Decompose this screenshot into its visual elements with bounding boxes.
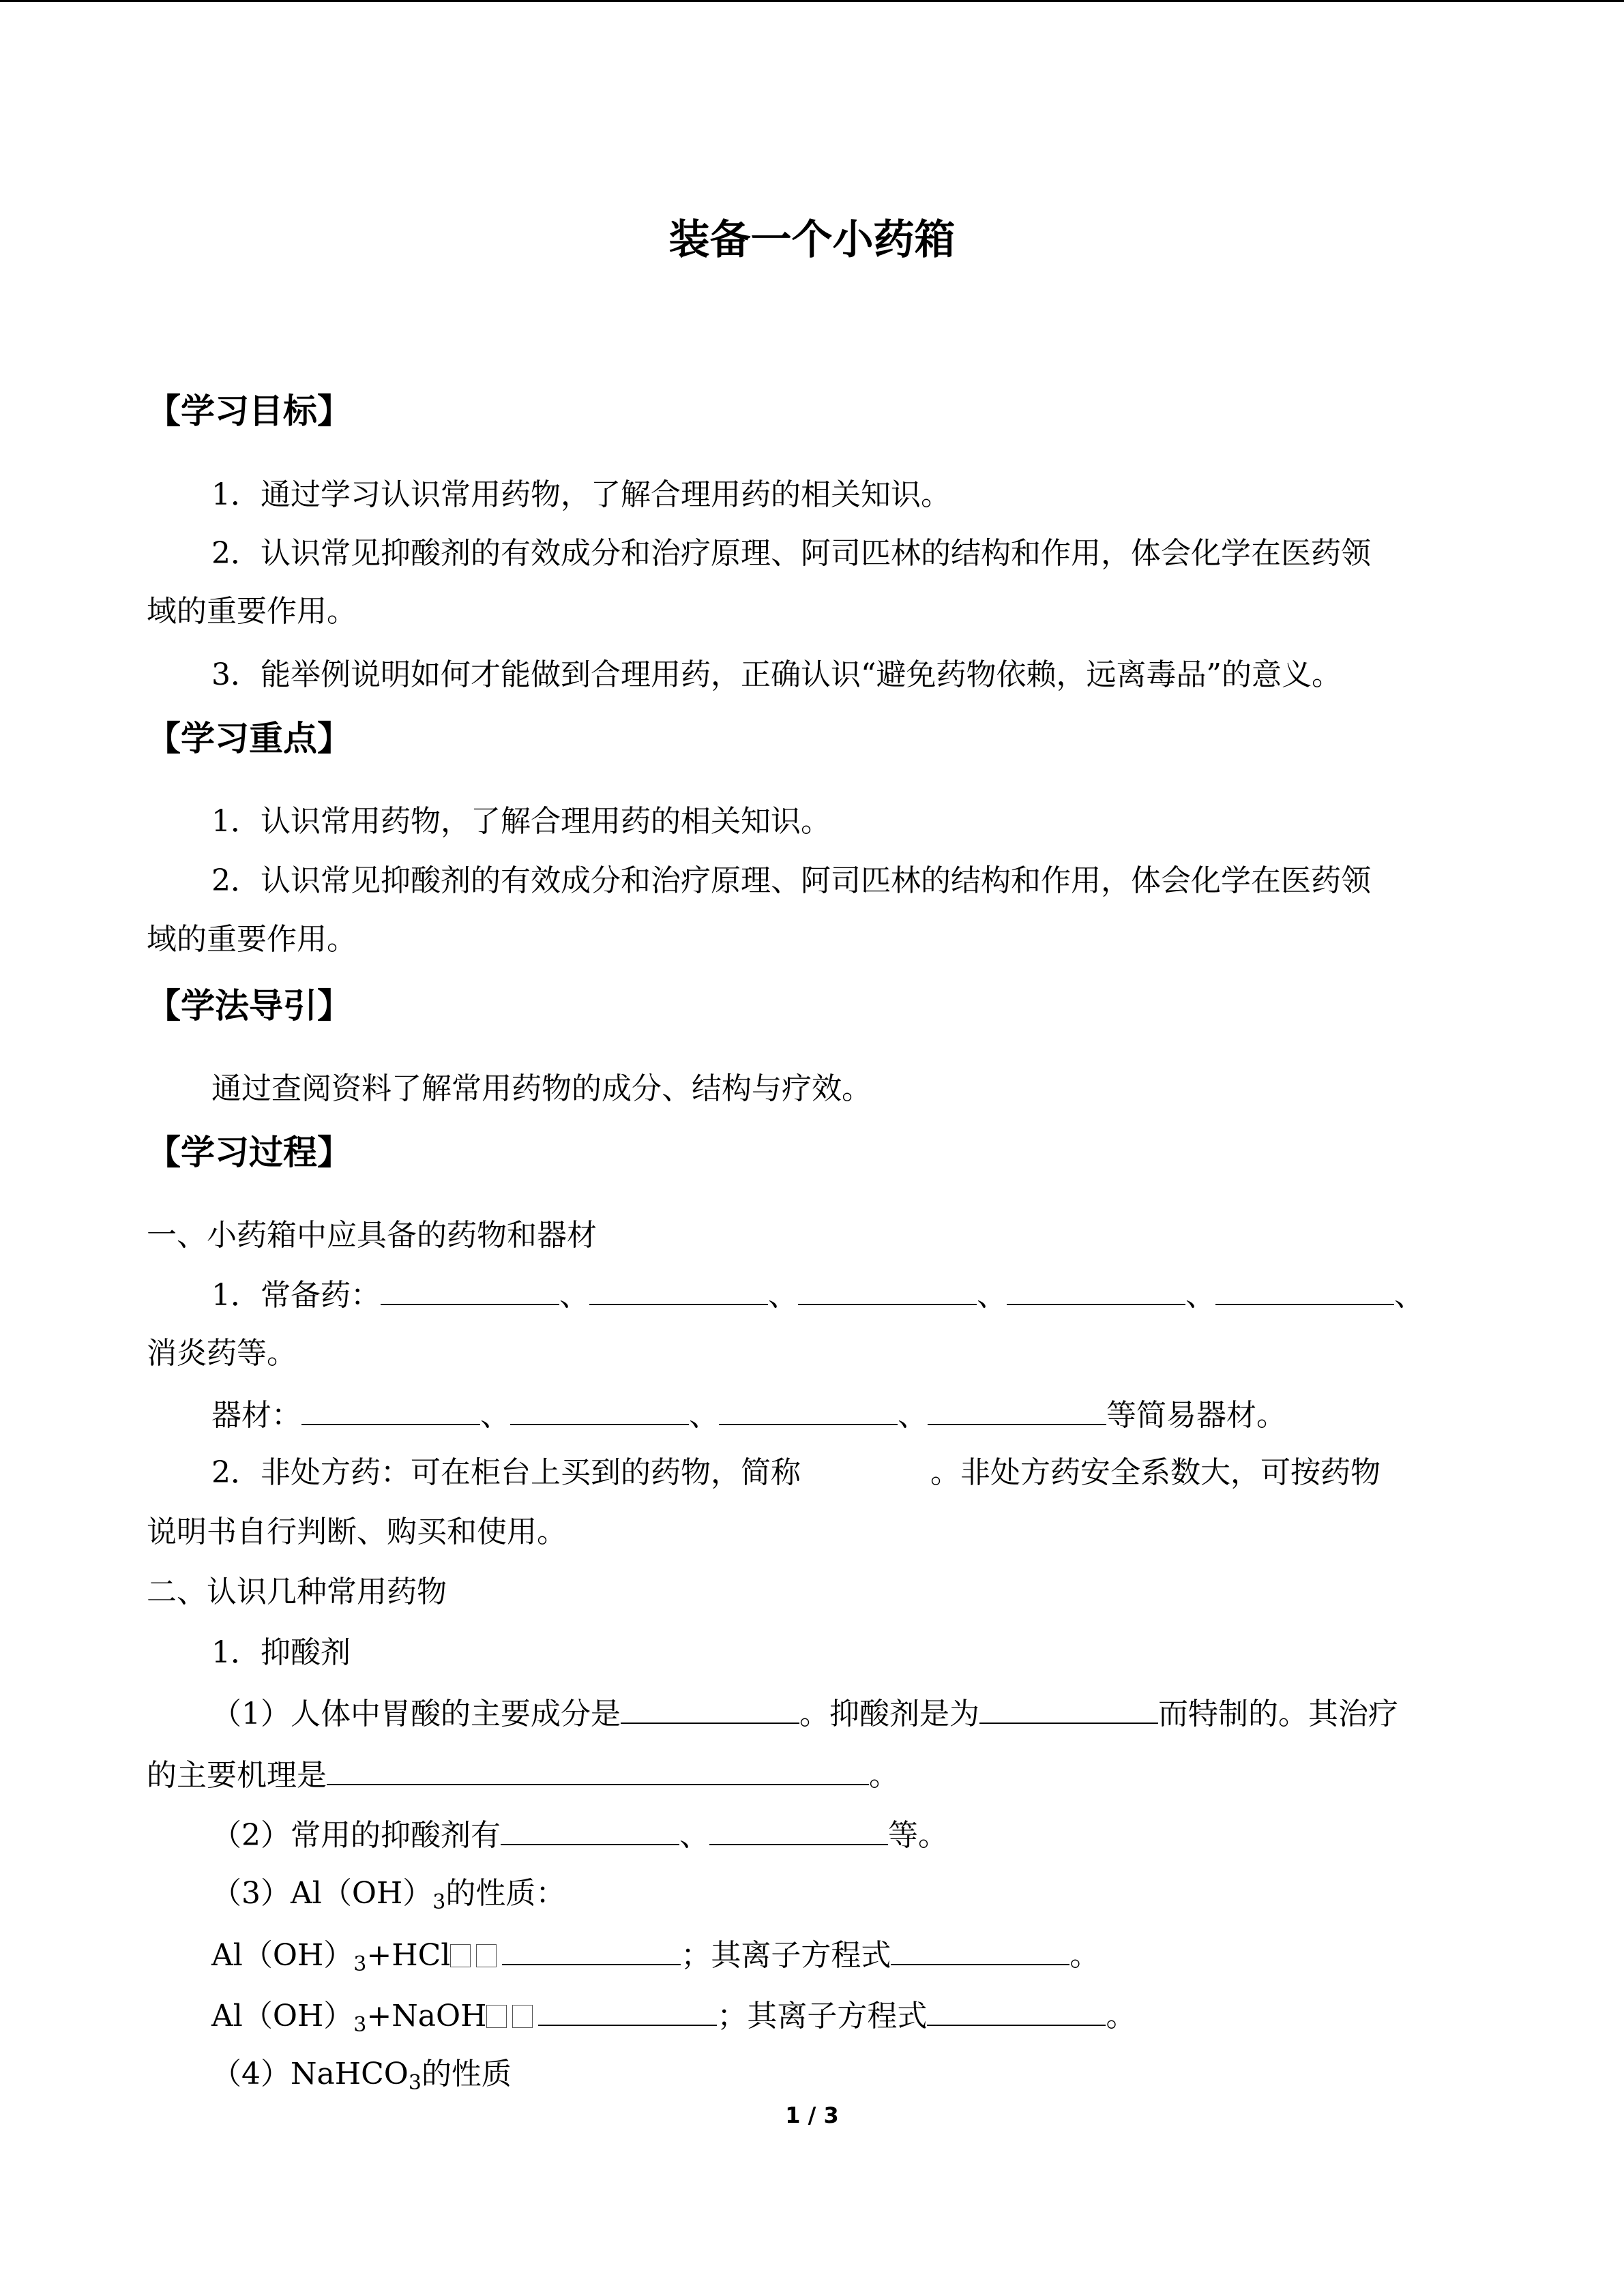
separator: 、 <box>1394 1278 1424 1313</box>
separator: 、 <box>679 1818 709 1853</box>
q2-text-a: （2）常用的抑酸剂有 <box>211 1818 501 1853</box>
mechanism-blank[interactable] <box>327 1754 869 1785</box>
heading-process: 【学习过程】 <box>147 1133 351 1172</box>
q1-text-b: 。抑酸剂是为 <box>799 1697 979 1731</box>
heading-method: 【学法导引】 <box>147 986 351 1026</box>
equipment-line <box>211 1394 1477 1436</box>
section-1-title: 一、小药箱中应具备的药物和器材 <box>147 1218 597 1253</box>
goal-3: 3．能举例说明如何才能做到合理用药，正确认识“避免药物依赖，远离毒品”的意义。 <box>211 657 1342 692</box>
focus-1: 1．认识常用药物，了解合理用药的相关知识。 <box>211 804 831 839</box>
separator: 、 <box>480 1398 510 1433</box>
common-drugs-label: 1．常备药： <box>211 1278 381 1313</box>
q4-text-b: 的性质 <box>421 2057 512 2091</box>
antacid-title: 1．抑酸剂 <box>211 1635 351 1670</box>
missing-glyph-box <box>450 1944 471 1967</box>
antacid-blank-2[interactable] <box>709 1814 888 1845</box>
r1-subscript: 3 <box>353 1952 367 1976</box>
q3-text-b: 的性质： <box>445 1876 566 1911</box>
equipment-label: 器材： <box>211 1398 301 1433</box>
q4-subscript: 3 <box>408 2071 422 2095</box>
equipment-end: 等简易器材。 <box>1106 1398 1286 1433</box>
focus-2-cont: 域的重要作用。 <box>147 922 357 957</box>
ionic-label: ；其离子方程式 <box>717 1999 928 2033</box>
r2-reagent: +NaOH <box>366 1999 487 2033</box>
otc-text-c: 说明书自行判断、购买和使用。 <box>147 1515 567 1549</box>
hcl-products-blank[interactable] <box>502 1934 681 1965</box>
common-drugs-end: 消炎药等。 <box>147 1336 297 1371</box>
q3-text-a: （3）Al（OH） <box>211 1876 433 1911</box>
otc-text-a: 2．非处方药：可在柜台上买到的药物，简称 <box>211 1455 801 1490</box>
ionic-label: ；其离子方程式 <box>681 1938 891 1973</box>
q1-text-d: 的主要机理是 <box>147 1758 327 1793</box>
goal-2: 2．认识常见抑酸剂的有效成分和治疗原理、阿司匹林的结构和作用，体会化学在医药领 <box>211 536 1371 571</box>
drug-blank-5[interactable] <box>1215 1274 1394 1305</box>
r1-text-a: Al（OH） <box>211 1938 354 1973</box>
period: 。 <box>1069 1938 1100 1973</box>
equip-blank-3[interactable] <box>719 1394 898 1425</box>
separator: 、 <box>977 1278 1007 1313</box>
page-title: 装备一个小药箱 <box>668 216 956 264</box>
q3-subscript: 3 <box>432 1890 446 1914</box>
goal-1: 1．通过学习认识常用药物，了解合理用药的相关知识。 <box>211 477 951 512</box>
q4-text-a: （4）NaHCO <box>211 2057 409 2091</box>
equip-blank-1[interactable] <box>301 1394 480 1425</box>
separator: 、 <box>898 1398 928 1433</box>
drug-blank-1[interactable] <box>381 1274 559 1305</box>
gastric-acid-blank[interactable] <box>621 1693 799 1724</box>
separator: 、 <box>1185 1278 1215 1313</box>
separator: 、 <box>768 1278 798 1313</box>
goal-2-cont: 域的重要作用。 <box>147 594 357 629</box>
antacid-blank-1[interactable] <box>501 1814 679 1845</box>
focus-2: 2．认识常见抑酸剂的有效成分和治疗原理、阿司匹林的结构和作用，体会化学在医药领 <box>211 863 1371 898</box>
top-border <box>0 0 1624 2</box>
missing-glyph-box <box>486 2005 507 2028</box>
separator: 、 <box>689 1398 719 1433</box>
otc-line <box>211 1452 1477 1493</box>
r1-reagent: +HCl <box>366 1938 451 1973</box>
common-drugs-line <box>211 1274 1477 1316</box>
q1-text-a: （1）人体中胃酸的主要成分是 <box>211 1697 621 1731</box>
heading-focus: 【学习重点】 <box>147 719 351 758</box>
q1-text-c: 而特制的。其治疗 <box>1158 1697 1398 1731</box>
q1-line <box>211 1693 1477 1735</box>
antacid-purpose-blank[interactable] <box>979 1693 1158 1724</box>
section-2-title: 二、认识几种常用药物 <box>147 1575 447 1609</box>
naoh-ionic-blank[interactable] <box>927 1995 1106 2026</box>
hcl-ionic-blank[interactable] <box>891 1934 1069 1965</box>
drug-blank-2[interactable] <box>589 1274 768 1305</box>
separator: 、 <box>559 1278 589 1313</box>
reaction-naoh-line <box>211 1995 1477 2046</box>
equip-blank-2[interactable] <box>510 1394 689 1425</box>
r2-subscript: 3 <box>353 2013 367 2037</box>
q4-line <box>211 2054 1477 2104</box>
missing-glyph-box <box>512 2005 533 2028</box>
q2-line <box>211 1814 1477 1856</box>
equip-blank-4[interactable] <box>928 1394 1106 1425</box>
method-text: 通过查阅资料了解常用药物的成分、结构与疗效。 <box>211 1071 872 1106</box>
otc-text-b: 。非处方药安全系数大，可按药物 <box>930 1455 1381 1490</box>
period: 。 <box>1106 1999 1136 2033</box>
heading-goals: 【学习目标】 <box>147 391 351 431</box>
r2-text-a: Al（OH） <box>211 1999 354 2033</box>
q2-text-b: 等。 <box>888 1818 948 1853</box>
q3-line <box>211 1873 1477 1923</box>
drug-blank-3[interactable] <box>798 1274 977 1305</box>
page-number: 1 / 3 <box>785 2102 839 2128</box>
naoh-products-blank[interactable] <box>538 1995 717 2026</box>
period: 。 <box>869 1758 899 1793</box>
q1-line-2 <box>147 1754 1477 1796</box>
drug-blank-4[interactable] <box>1007 1274 1185 1305</box>
missing-glyph-box <box>476 1944 497 1967</box>
reaction-hcl-line <box>211 1934 1477 1985</box>
